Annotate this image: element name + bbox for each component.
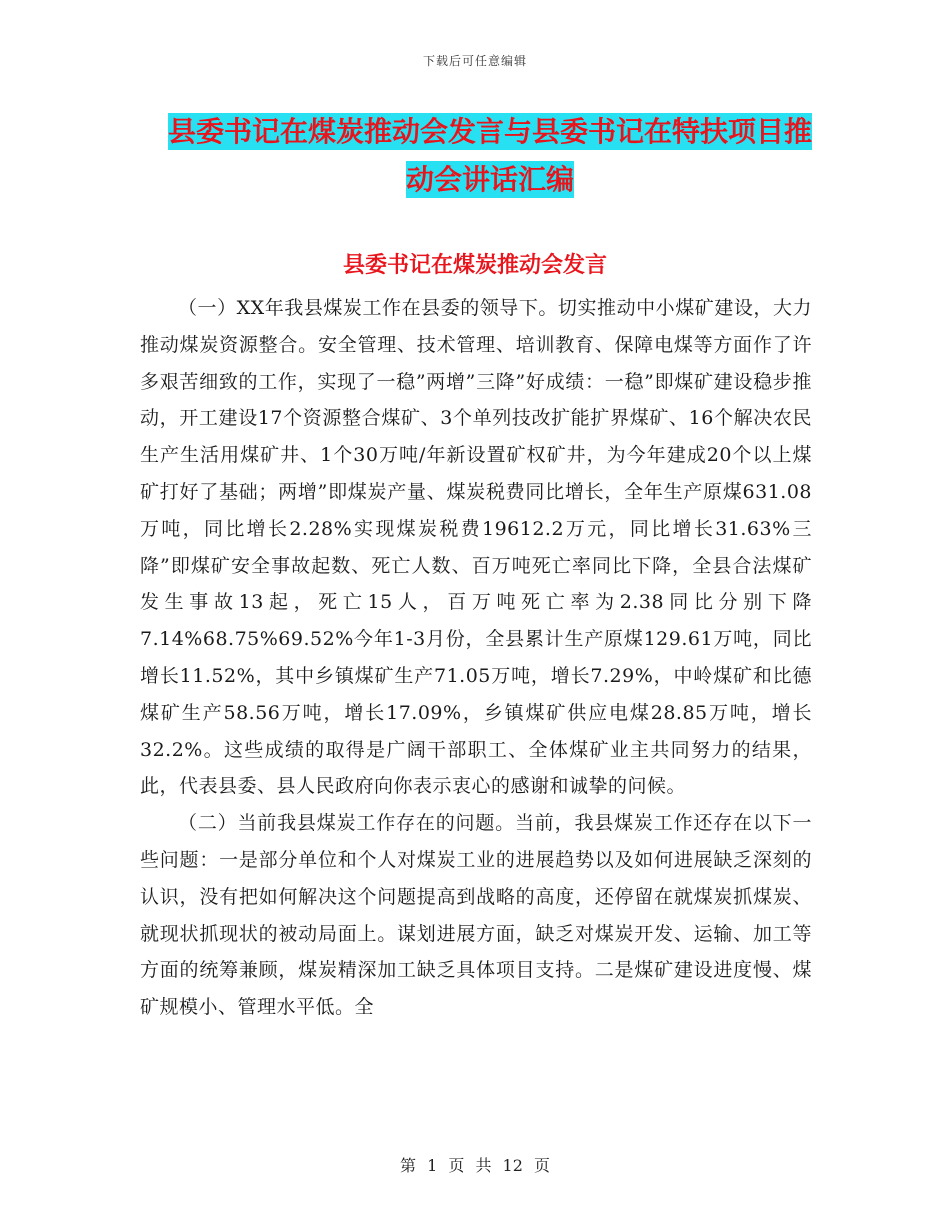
paragraph-2: （二）当前我县煤炭工作存在的问题。当前，我县煤炭工作还存在以下一些问题：一是部分单位和个人对煤炭工业的进展趋势以及如何进展缺乏深刻的认识，没有把如何解决这个问题提高到战略的高度，还停留在就煤炭抓煤炭、就现状抓现状的被动局面上。谋划进展方面，缺乏对煤炭开发、运输、加工等方面的统筹兼顾，煤炭精深加工缺乏具体项目支持。二是煤矿建设进度慢、煤矿规模小、管理水平低。全 — [140, 812, 812, 1019]
page-footer: 第 1 页 共 12 页 — [400, 1156, 550, 1175]
paragraph-1: （一）XX年我县煤炭工作在县委的领导下。切实推动中小煤矿建设，大力推动煤炭资源整合。安全管理、技术管理、培训教育、保障电煤等方面作了许多艰苦细致的工作，实现了一稳”两增”三降”好成绩：一稳”即煤矿建设稳步推动，开工建设17个资源整合煤矿、3个单列技改扩能扩界煤矿、16个解决农民生产生活用煤矿井、1个30万吨/年新设置矿权矿井，为今年建成20个以上煤矿打好了基础；两增”即煤炭产量、煤炭税费同比增长，全年生产原煤631.08万吨，同比增长2.28%实现煤炭税费19612.2万元，同比增长31.63%三降”即煤矿安全事故起数、死亡人数、百万吨死亡率同比下降，全县合法煤矿发生事故13起，死亡15人，百万吨死亡率为2.38同比分别下降7.14%68.75%69.52%今年1-3月份，全县累计生产原煤129.61万吨，同比增长11.52%，其中乡镇煤矿生产71.05万吨，增长7.29%，中岭煤矿和比德煤矿生产58.56万吨，增长17.09%，乡镇煤矿供应电煤28.85万吨，增长32.2%。这些成绩的取得是广阔干部职工、全体煤矿业主共同努力的结果，此，代表县委、县人民政府向你表示衷心的感谢和诚挚的问候。 — [140, 297, 812, 798]
document-title — [140, 108, 840, 204]
header-note: 下载后可任意编辑 — [422, 54, 527, 68]
title-line-1: 县委书记在煤炭推动会发言与县委书记在特扶项目推 — [167, 115, 812, 148]
body-text — [140, 290, 812, 1026]
title-line-2: 动会讲话汇编 — [405, 163, 574, 196]
section-heading: 县委书记在煤炭推动会发言 — [342, 253, 607, 278]
